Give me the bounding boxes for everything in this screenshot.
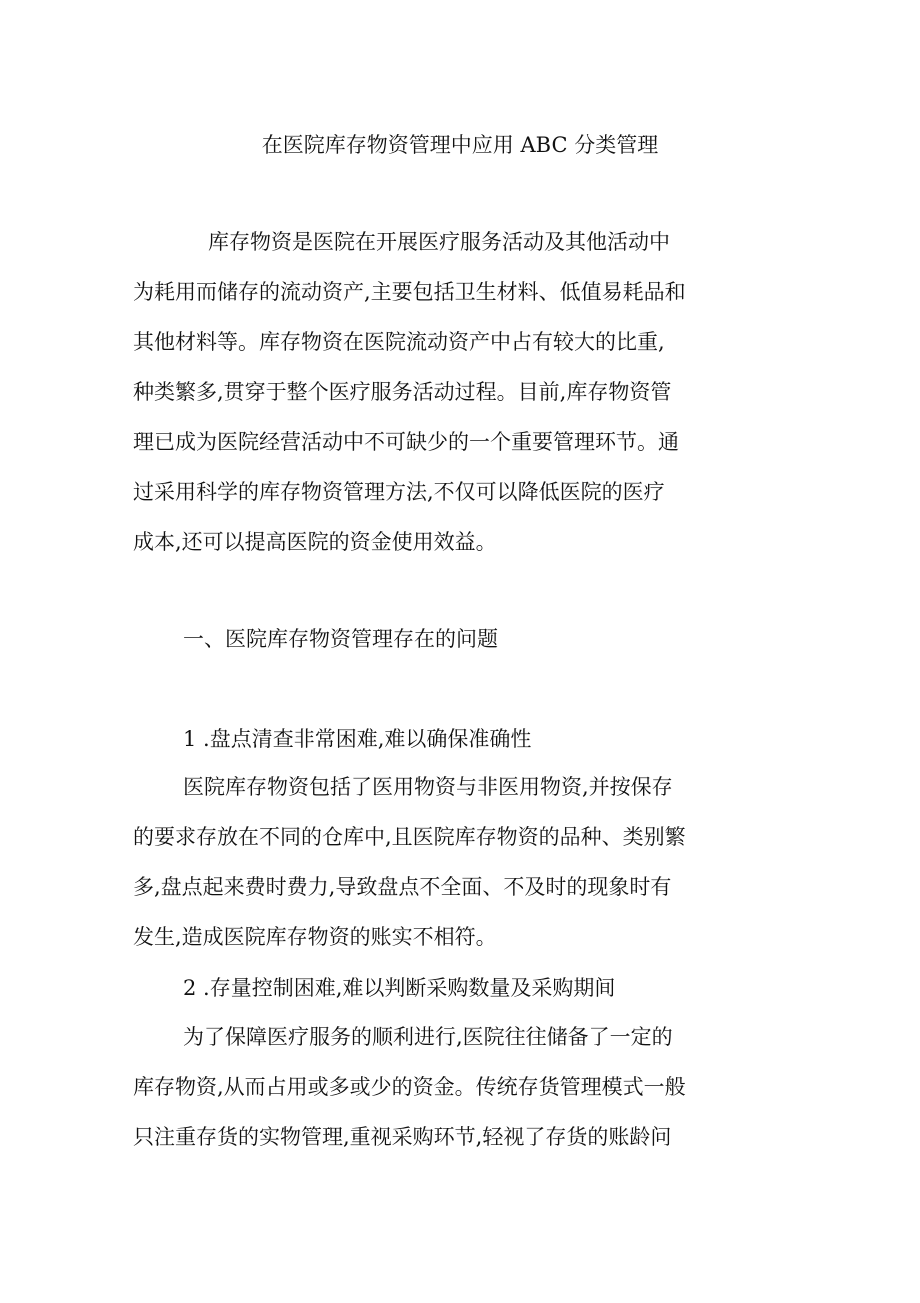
paragraph-line: 其他材料等。库存物资在医院流动资产中占有较大的比重, xyxy=(133,330,665,354)
paragraph-line: 种类繁多,贯穿于整个医疗服务活动过程。目前,库存物资管 xyxy=(133,380,672,404)
paragraph-line: 的要求存放在不同的仓库中,且医院库存物资的品种、类别繁 xyxy=(133,825,686,849)
paragraph-line: 库存物资,从而占用或多或少的资金。传统存货管理模式一般 xyxy=(133,1075,686,1099)
subsection-heading-1: 1 .盘点清查非常困难,难以确保准确性 xyxy=(183,727,532,751)
paragraph-line: 为耗用而储存的流动资产,主要包括卫生材料、低值易耗品和 xyxy=(133,280,686,304)
paragraph-line: 为了保障医疗服务的顺利进行,医院往往储备了一定的 xyxy=(183,1025,673,1049)
subsection-heading-2: 2 .存量控制困难,难以判断采购数量及采购期间 xyxy=(183,976,616,1000)
paragraph-line: 发生,造成医院库存物资的账实不相符。 xyxy=(133,925,497,949)
paragraph-line: 库存物资是医院在开展医疗服务活动及其他活动中 xyxy=(208,230,670,254)
paragraph-line: 过采用科学的库存物资管理方法,不仅可以降低医院的医疗 xyxy=(133,480,665,504)
section-heading: 一、医院库存物资管理存在的问题 xyxy=(183,627,498,651)
document-title: 在医院库存物资管理中应用 ABC 分类管理 xyxy=(261,133,659,157)
paragraph-line: 多,盘点起来费时费力,导致盘点不全面、不及时的现象时有 xyxy=(133,875,672,899)
subsection-2-paragraph xyxy=(133,1012,723,1162)
subsection-1-paragraph xyxy=(133,762,723,962)
paragraph-line: 只注重存货的实物管理,重视采购环节,轻视了存货的账龄问 xyxy=(133,1125,672,1149)
intro-paragraph xyxy=(133,217,723,567)
paragraph-line: 成本,还可以提高医院的资金使用效益。 xyxy=(133,530,497,554)
paragraph-line: 医院库存物资包括了医用物资与非医用物资,并按保存 xyxy=(183,775,673,799)
paragraph-line: 理已成为医院经营活动中不可缺少的一个重要管理环节。通 xyxy=(133,430,679,454)
